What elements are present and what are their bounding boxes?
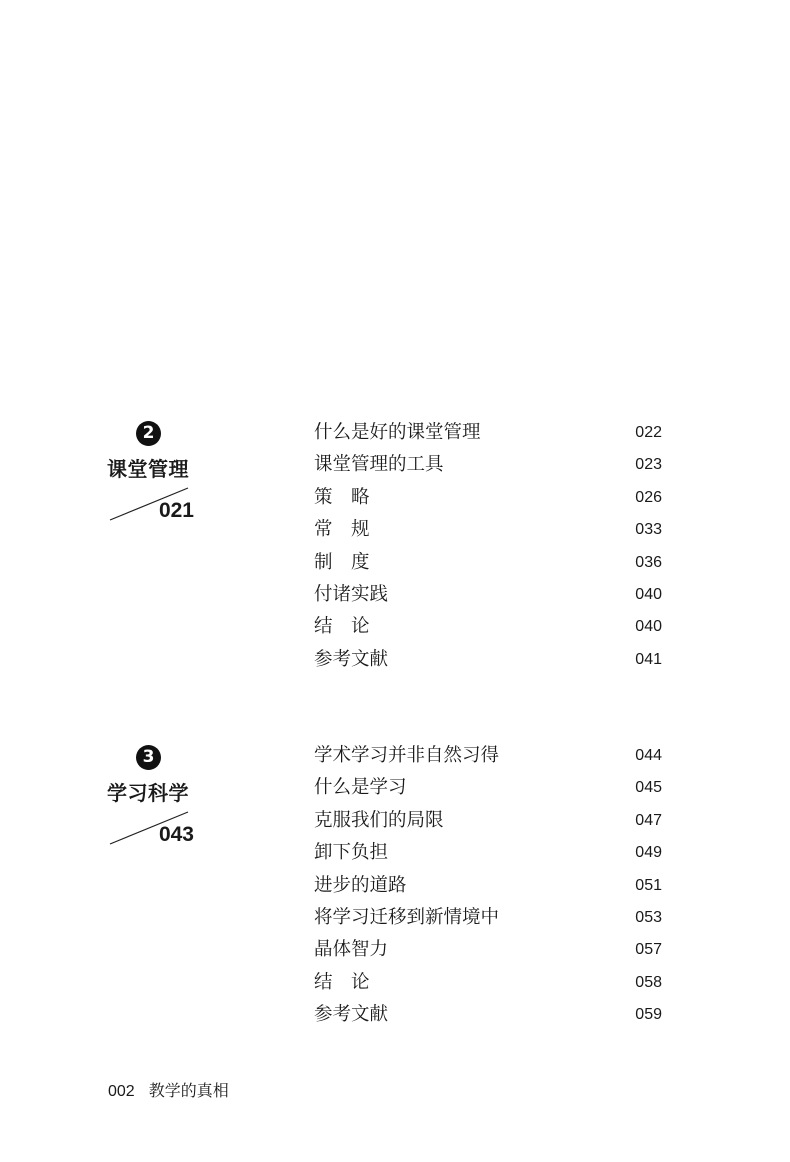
toc-entry[interactable] [314,579,664,611]
toc-entry-title: 什么是好的课堂管理 [314,422,481,443]
toc-entry-title: 什么是学习 [314,777,407,799]
chapter-number-badge: 3 [136,745,161,770]
footer-book-title: 教学的真相 [148,1081,229,1100]
toc-entry[interactable] [314,611,664,643]
toc-entry-title: 付诸实践 [314,583,389,605]
toc-entry-title: 克服我们的局限 [314,809,444,831]
toc-entry[interactable] [314,967,664,999]
chapter-title: 学习科学 [107,781,189,805]
toc-entry-page: 023 [635,456,662,474]
toc-entry-title: 进步的道路 [314,874,407,896]
toc-entry[interactable] [314,514,664,546]
toc-entry[interactable] [314,547,664,579]
chapter-start-page: 043 [158,823,194,846]
toc-entry-title: 结 论 [314,971,370,993]
chapter-start-page: 021 [158,499,194,522]
toc-entry-list [314,417,664,676]
toc-entry-page: 044 [635,747,662,764]
toc-entry-title: 课堂管理的工具 [314,454,444,476]
toc-entry[interactable] [314,805,664,837]
toc-entry[interactable] [314,644,664,676]
toc-entry[interactable] [314,482,664,514]
toc-entry-page: 059 [635,1006,662,1024]
toc-entry[interactable] [314,449,664,481]
chapter-number-badge: 2 [136,421,161,446]
toc-entry[interactable] [314,870,664,902]
footer-page-number: 002 [108,1083,135,1100]
toc-entry-page: 026 [635,488,662,506]
toc-entry-page: 033 [635,521,662,539]
toc-entry-title: 策 略 [314,486,370,508]
toc-entry-title: 卸下负担 [314,842,389,864]
page-footer [108,1078,229,1101]
toc-entry[interactable] [314,902,664,934]
toc-entry[interactable] [314,417,664,449]
chapter-title: 课堂管理 [107,457,189,481]
toc-entry-page: 036 [635,553,662,571]
toc-entry-page: 041 [635,650,662,668]
toc-entry-page: 049 [635,844,662,862]
toc-entry-title: 学术学习并非自然习得 [314,745,500,766]
toc-entry[interactable] [314,999,664,1031]
toc-entry-page: 045 [635,779,662,797]
toc-entry[interactable] [314,740,664,772]
toc-entry-page: 040 [635,618,662,636]
toc-entry[interactable] [314,772,664,804]
toc-entry-title: 制 度 [314,551,370,573]
toc-entry-title: 参考文献 [314,1004,389,1026]
toc-entry-list [314,740,664,1032]
toc-entry-page: 040 [635,585,662,603]
toc-entry-page: 047 [635,811,662,829]
toc-entry-page: 053 [635,908,662,926]
toc-entry[interactable] [314,837,664,869]
toc-entry-title: 参考文献 [314,648,389,670]
toc-entry-page: 051 [635,876,662,894]
toc-entry-title: 结 论 [314,616,370,638]
toc-entry-page: 058 [635,973,662,991]
toc-entry-title: 晶体智力 [314,939,389,961]
toc-entry-page: 057 [635,941,662,959]
toc-entry-title: 常 规 [314,519,370,541]
toc-entry-title: 将学习迁移到新情境中 [314,906,500,928]
toc-entry-page: 022 [635,424,662,441]
toc-entry[interactable] [314,934,664,966]
